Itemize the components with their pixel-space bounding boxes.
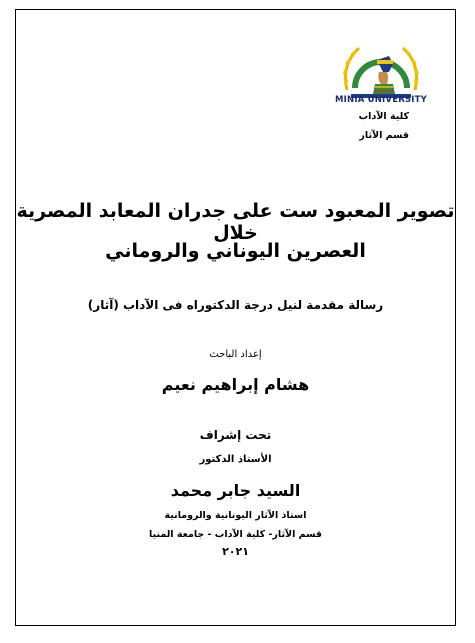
faculty-label: كلية الآداب bbox=[358, 111, 409, 122]
degree-statement: رسالة مقدمة لنيل درجة الدكتوراه فى الآداب (آثار) bbox=[87, 298, 384, 312]
supervision-label: تحت إشراف bbox=[199, 428, 272, 442]
year-label: ٢٠٢١ bbox=[222, 545, 249, 558]
thesis-title-line-2: العصرين اليوناني والروماني bbox=[105, 240, 366, 262]
supervisor-rank: الأستاذ الدكتور bbox=[199, 454, 272, 465]
supervisor-title: استاذ الآثار اليونانية والرومانية bbox=[164, 510, 307, 521]
thesis-title-line-1: تصوير المعبود ست على جدران المعابد المصرية خلال bbox=[16, 200, 455, 244]
supervisor-affiliation: قسم الآثار- كلية الآداب - جامعة المنيا bbox=[149, 529, 322, 540]
logo-caption: MINIA UNIVERSITY bbox=[335, 95, 427, 105]
prepared-by-label: إعداد الباحث bbox=[209, 349, 262, 360]
researcher-name: هشام إبراهيم نعيم bbox=[161, 375, 310, 394]
department-label: قسم الآثار bbox=[359, 130, 409, 141]
supervisor-name: السيد جابر محمد bbox=[170, 481, 301, 500]
